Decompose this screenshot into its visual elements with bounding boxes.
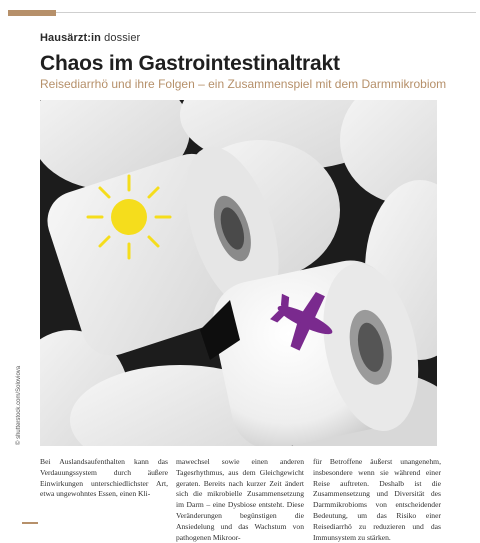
kicker-section: dossier [101,32,141,44]
top-divider [56,12,476,13]
body-column-2: mawechsel sowie einen anderen Tagesrhythmus, aus dem Gleichgewicht geraten. Bereits nach kurzer Zeit ändert sich die mikrobielle Zusammensetzung im Darm – eine Dysbiose entsteht. Diese Veränderungen begünstigen die Ansiedelung und das Wachstum von pathogenen Mikroor- [176,457,304,542]
article-subtitle: Reisediarrhö und ihre Folgen – ein Zusammenspiel mit dem Darmmikrobiom [40,77,447,91]
body-column-1: Bei Auslandsaufenthalten kann das Verdauungssystem durch äußere Einwirkungen unterschiedlichster Art, etwa ungewohntes Essen, einen Kli- [40,457,168,499]
article-title: Chaos im Gastrointestinaltrakt [40,52,340,75]
top-accent-bar [8,10,56,16]
body-column-3: für Betroffene äußerst unangenehm, insbesondere wenn sie während einer Reise auftreten. Deshalb ist die Zusammensetzung und Diversität des Darmmikrobioms von entscheidender Bedeutung, um das Risiko einer Reisediarrhö zu reduzieren und das Immunsystem zu stärken. [313,457,441,542]
section-kicker [40,32,140,44]
bottom-accent-bar [22,522,38,524]
sun-icon [88,176,170,258]
photo-credit: © shutterstock.com/Soloviova [16,365,22,445]
hero-image [40,100,437,446]
kicker-magazine: Hausärzt:in [40,32,101,44]
